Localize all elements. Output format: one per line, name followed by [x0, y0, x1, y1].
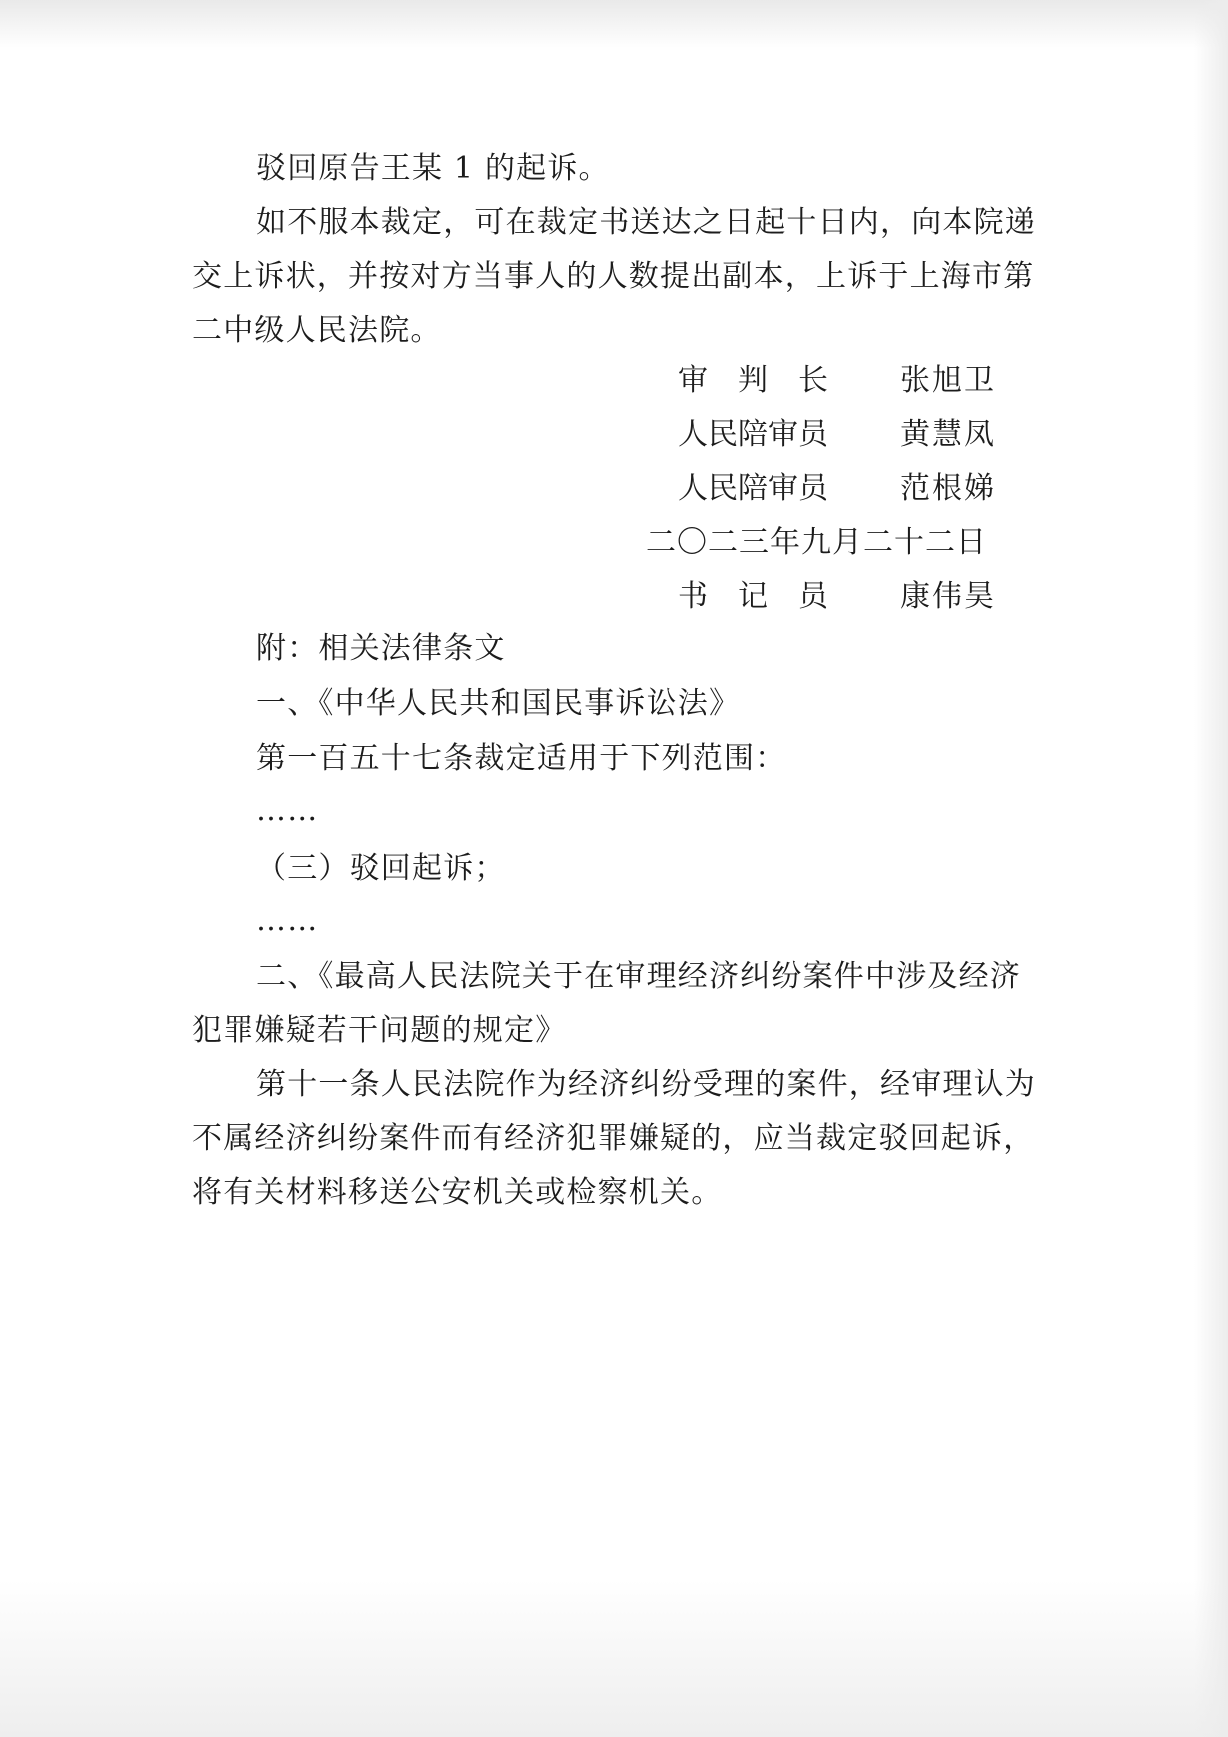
ellipsis-2: ……	[256, 903, 319, 938]
signature-date-row	[0, 514, 1228, 572]
law-1-title: 一、《中华人民共和国民事诉讼法》	[256, 686, 741, 721]
ruling-date: 二〇二三年九月二十二日	[646, 525, 987, 560]
appeal-notice-line-3: 二中级人民法院。	[192, 313, 442, 348]
signature-role: 书 记 员	[678, 579, 828, 614]
law-2-article-line-2: 不属经济纠纷案件而有经济犯罪嫌疑的，应当裁定驳回起诉，	[192, 1121, 1035, 1156]
page-edge-shadow	[1194, 0, 1228, 1737]
appeal-notice-line-1: 如不服本裁定，可在裁定书送达之日起十日内，向本院递	[256, 205, 1036, 240]
signature-row-juror-2	[0, 460, 1228, 518]
ruling-text: 驳回原告王某 1 的起诉。	[256, 151, 610, 186]
signature-name: 张旭卫	[900, 363, 996, 398]
law-2-title-line-1: 二、《最高人民法院关于在审理经济纠纷案件中涉及经济	[256, 959, 1021, 994]
signature-row-clerk	[0, 568, 1228, 626]
signature-role: 人民陪审员	[678, 471, 828, 506]
law-2-title-line-2: 犯罪嫌疑若干问题的规定》	[192, 1013, 567, 1048]
law-1-item: （三）驳回起诉；	[256, 851, 506, 886]
signature-role: 审 判 长	[678, 363, 828, 398]
signature-name: 康伟昊	[900, 579, 996, 614]
signature-name: 黄慧凤	[900, 417, 996, 452]
law-1-article: 第一百五十七条裁定适用于下列范围：	[256, 741, 787, 776]
signature-row-presiding-judge	[0, 352, 1228, 410]
signature-role: 人民陪审员	[678, 417, 828, 452]
appeal-notice-line-2: 交上诉状，并按对方当事人的人数提出副本，上诉于上海市第	[192, 259, 1035, 294]
ellipsis-1: ……	[256, 793, 319, 828]
signature-row-juror-1	[0, 406, 1228, 464]
appendix-heading: 附：相关法律条文	[256, 631, 506, 666]
signature-name: 范根娣	[900, 471, 996, 506]
law-2-article-line-1: 第十一条人民法院作为经济纠纷受理的案件，经审理认为	[256, 1067, 1036, 1102]
law-2-article-line-3: 将有关材料移送公安机关或检察机关。	[192, 1175, 723, 1210]
